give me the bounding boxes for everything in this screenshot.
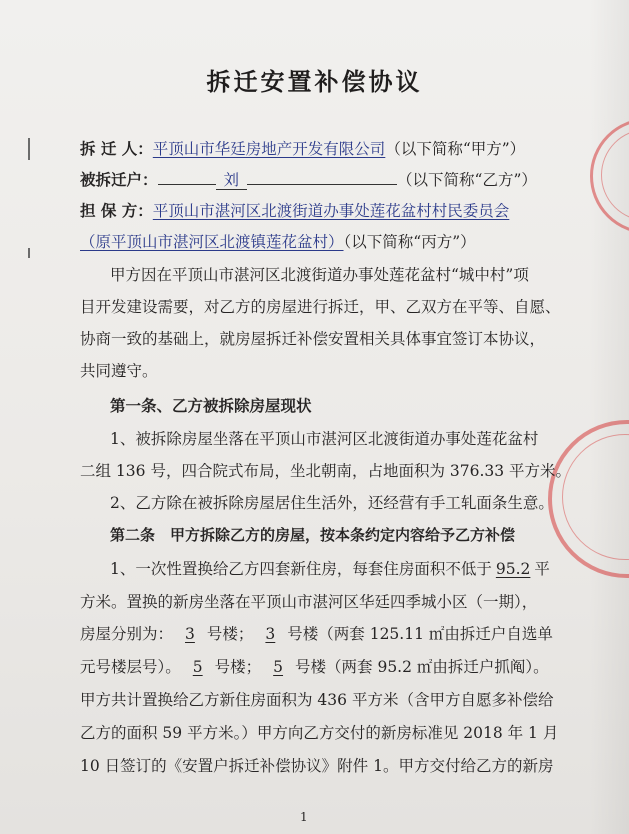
preamble-line: 共同遵守。 [80,362,158,380]
article-1-heading: 第一条、乙方被拆除房屋现状 [110,396,312,415]
article-2-text: 元号楼层号）。 [80,658,181,676]
party-a-line [80,137,525,159]
red-seal-middle [548,420,629,578]
guarantor-alias: （以下简称“丙方”） [343,233,476,251]
article-2-line [80,655,549,677]
preamble-line: 甲方因在平顶山市湛河区北渡街道办事处莲花盆村“城中村”项 [110,266,529,284]
binder-mark [28,248,30,258]
article-2-text: 平 [534,560,550,578]
article-2-text: 房屋分别为： [80,625,174,643]
article-1-paragraph: 2、乙方除在被拆除房屋居住生活外，还经营有手工轧面条生意。 [110,494,554,512]
building-number: 3 [185,625,195,643]
party-a-name: 平顶山市华廷房地产开发有限公司 [152,140,386,158]
article-2-text: 号楼； [206,625,254,643]
document-title: 拆迁安置补偿协议 [206,68,423,96]
article-2-line: 乙方的面积 59 平方米。）甲方向乙方交付的新房标准见 2018 年 1 月 [80,724,559,742]
preamble-line: 协商一致的基础上，就房屋拆迁补偿安置相关具体事宜签订本协议， [80,330,546,348]
party-b-name: 刘 [216,171,248,190]
party-b-label: 被拆迁户： [80,170,158,189]
binder-mark [28,138,30,160]
guarantor-former-name: （原平顶山市湛河区北渡镇莲花盆村） [80,233,344,251]
article-2-text: 号楼； [214,658,262,676]
preamble-line: 目开发建设需要，对乙方的房屋进行拆迁，甲、乙双方在平等、自愿、 [80,298,561,316]
guarantor-name: 平顶山市湛河区北渡街道办事处莲花盆村村民委员会 [152,202,510,220]
page-number: 1 [300,810,308,824]
party-b-line [80,168,537,190]
article-2-text: 号楼（两套 125.11 ㎡由拆迁户自选单 [287,625,553,643]
party-a-alias: （以下简称“甲方”） [385,140,526,158]
article-2-text: 1、一次性置换给乙方四套新住房，每套住房面积不低于 [110,560,492,578]
article-2-line [110,557,550,579]
guarantor-former-line [80,230,476,252]
house-area-value: 95.2 [495,560,531,578]
article-2-line: 10 日签订的《安置户拆迁补偿协议》附件 1。甲方交付给乙方的新房 [80,757,554,775]
article-2-line: 甲方共计置换给乙方新住房面积为 436 平方米（含甲方自愿多补偿给 [80,691,554,709]
building-number: 3 [265,625,276,643]
building-number: 5 [273,658,284,676]
article-2-line [80,622,553,644]
guarantor-label: 担 保 方： [80,201,153,220]
article-2-heading: 第二条 甲方拆除乙方的房屋，按本条约定内容给予乙方补偿 [110,526,516,544]
article-1-paragraph: 1、被拆除房屋坐落在平顶山市湛河区北渡街道办事处莲花盆村 [110,430,539,448]
article-2-text: 号楼（两套 95.2 ㎡由拆迁户抓阄）。 [295,658,549,676]
guarantor-line [80,199,509,221]
article-1-paragraph: 二组 136 号，四合院式布局，坐北朝南，占地面积为 376.33 平方米。 [80,462,572,480]
building-number: 5 [192,658,203,676]
article-2-line: 方米。置换的新房坐落在平顶山市湛河区华廷四季城小区（一期）， [80,593,538,611]
party-a-label: 拆 迁 人： [80,139,153,158]
party-b-alias: （以下简称“乙方”） [397,171,537,189]
